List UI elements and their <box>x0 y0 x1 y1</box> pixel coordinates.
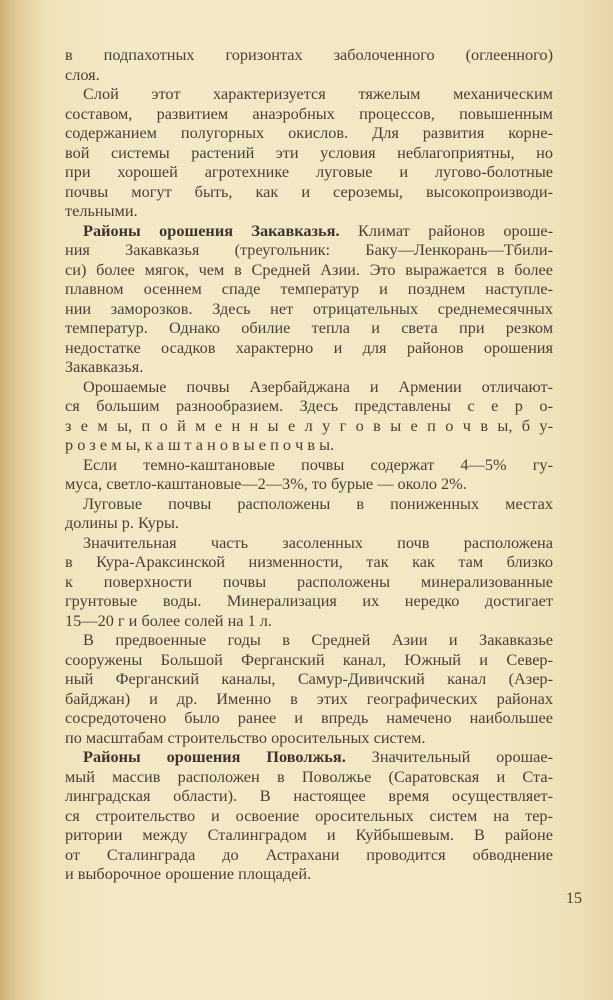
paragraph <box>65 377 553 455</box>
line-text: к поверхности почвы расположены минерализованные <box>65 571 553 591</box>
text-line <box>65 806 553 826</box>
line-text: грунтовые воды. Минерализация их нередко достигает <box>65 591 553 610</box>
text-line <box>65 299 553 319</box>
text-line <box>65 396 553 416</box>
line-text: ный Ферганский каналы, Самур-Дивичский канал (Азер- <box>65 669 553 688</box>
page-number: 15 <box>566 890 582 907</box>
line-text: Если темно-каштановые почвы содержат 4—5% гу- <box>83 454 553 474</box>
text-line <box>65 650 553 670</box>
line-text: мый массив расположен в Поволжье (Саратовская и Ста- <box>65 766 553 786</box>
line-text: слоя. <box>65 64 100 84</box>
text-line <box>65 162 553 182</box>
line-text: Луговые почвы расположены в пониженных местах <box>83 493 553 513</box>
line-text: ритории между Сталинградом и Куйбышевым. В районе <box>65 825 553 844</box>
paragraph <box>65 630 553 747</box>
section-heading: Районы орошения Поволжья. <box>83 747 346 766</box>
paragraph <box>65 221 553 377</box>
line-text: ся строительство и освоение оросительных систем на тер- <box>65 805 553 825</box>
text-line <box>65 728 553 748</box>
text-line <box>65 552 553 572</box>
line-text: по масштабам строительство оросительных систем. <box>65 727 426 747</box>
text-line <box>65 669 553 689</box>
text-line <box>65 767 553 787</box>
line-text: Закавказья. <box>65 357 144 376</box>
line-text: почвы могут быть, как и сероземы, высокопроизводи- <box>65 181 553 201</box>
paragraph <box>65 747 553 884</box>
text-line <box>65 416 553 436</box>
text-line <box>65 825 553 845</box>
line-text: недостатке осадков характерно и для районов орошения <box>65 337 553 357</box>
line-text: содержанием полугорных окислов. Для развития корне- <box>65 123 553 142</box>
line-text: в Кура-Араксинской низменности, так как там близко <box>65 552 553 571</box>
line-text: и выборочное орошение площадей. <box>65 864 312 883</box>
line-text: долины р. Куры. <box>65 513 179 532</box>
line-text: при хорошей агротехнике луговые и лугово-болотные <box>65 162 553 181</box>
line-text: нии заморозков. Здесь нет отрицательных среднемесячных <box>65 298 553 318</box>
text-line <box>65 689 553 709</box>
paragraph <box>65 45 553 84</box>
text-line <box>65 533 553 553</box>
paragraph <box>65 455 553 494</box>
text-line <box>65 747 553 767</box>
text-line <box>65 221 553 241</box>
text-line <box>65 201 553 221</box>
line-text: температур. Однако обилие тепла и света при резком <box>65 318 553 337</box>
text-line <box>65 572 553 592</box>
text-line <box>65 45 553 65</box>
line-text: тельными. <box>65 201 138 220</box>
line-text: Слой этот характеризуется тяжелым механическим <box>83 84 553 103</box>
text-line <box>65 845 553 865</box>
line-text: Значительный орошае- <box>345 747 554 766</box>
text-line <box>65 377 553 397</box>
text-line <box>65 357 553 377</box>
line-text: муса, светло-каштановые—2—3%, то бурые — около 2%. <box>65 474 467 493</box>
page-body-text <box>65 45 553 884</box>
text-line <box>65 630 553 650</box>
section-heading: Районы орошения Закавказья. <box>83 220 340 240</box>
text-line <box>65 318 553 338</box>
line-text: в подпахотных горизонтах заболоченного (оглеенного) <box>65 45 553 64</box>
line-text: вой системы растений эти условия неблагоприятны, но <box>65 142 553 162</box>
text-line <box>65 435 553 455</box>
text-line <box>65 182 553 202</box>
text-line <box>65 864 553 884</box>
line-text: составом, развитием анаэробных процессов, повышенным <box>65 103 553 123</box>
line-text: плавном осеннем спаде температур и позднем наступле- <box>65 279 553 298</box>
line-text: з е м ы, п о й м е н н ы е л у г о в ы е п о ч в ы, б у- <box>65 415 553 435</box>
text-line <box>65 591 553 611</box>
text-line <box>65 513 553 533</box>
text-line <box>65 143 553 163</box>
text-line <box>65 279 553 299</box>
paragraph <box>65 533 553 631</box>
text-line <box>65 240 553 260</box>
text-line <box>65 455 553 475</box>
text-line <box>65 123 553 143</box>
text-line <box>65 494 553 514</box>
line-text: линградская области). В настоящее время осуществляет- <box>65 786 553 805</box>
line-text: Значительная часть засоленных почв расположена <box>83 532 553 552</box>
text-line <box>65 786 553 806</box>
line-text: си) более мягок, чем в Средней Азии. Это выражается в более <box>65 259 553 279</box>
line-text: от Сталинграда до Астрахани проводится обводнение <box>65 844 553 864</box>
text-line <box>65 474 553 494</box>
text-line <box>65 708 553 728</box>
line-text: Климат районов ороше- <box>339 220 554 240</box>
line-text: байджан) и др. Именно в этих географических районах <box>65 688 553 708</box>
text-line <box>65 611 553 631</box>
text-line <box>65 104 553 124</box>
line-text: В предвоенные годы в Средней Азии и Закавказье <box>83 630 553 649</box>
paragraph <box>65 84 553 221</box>
text-line <box>65 65 553 85</box>
text-line <box>65 338 553 358</box>
line-text: ся большим разнообразием. Здесь представлены с е р о- <box>65 396 553 415</box>
line-text: р о з е м ы, к а ш т а н о в ы е п о ч в ы. <box>65 435 335 454</box>
text-line <box>65 260 553 280</box>
line-text: Орошаемые почвы Азербайджана и Армении отличают- <box>83 376 553 396</box>
line-text: 15—20 г и более солей на 1 л. <box>65 610 273 630</box>
line-text: сооружены Большой Ферганский канал, Южный и Север- <box>65 649 553 669</box>
paragraph <box>65 494 553 533</box>
text-line <box>65 84 553 104</box>
line-text: ния Закавказья (треугольник: Баку—Ленкорань—Тбили- <box>65 240 553 259</box>
line-text: сосредоточено было ранее и впредь намечено наибольшее <box>65 708 553 727</box>
